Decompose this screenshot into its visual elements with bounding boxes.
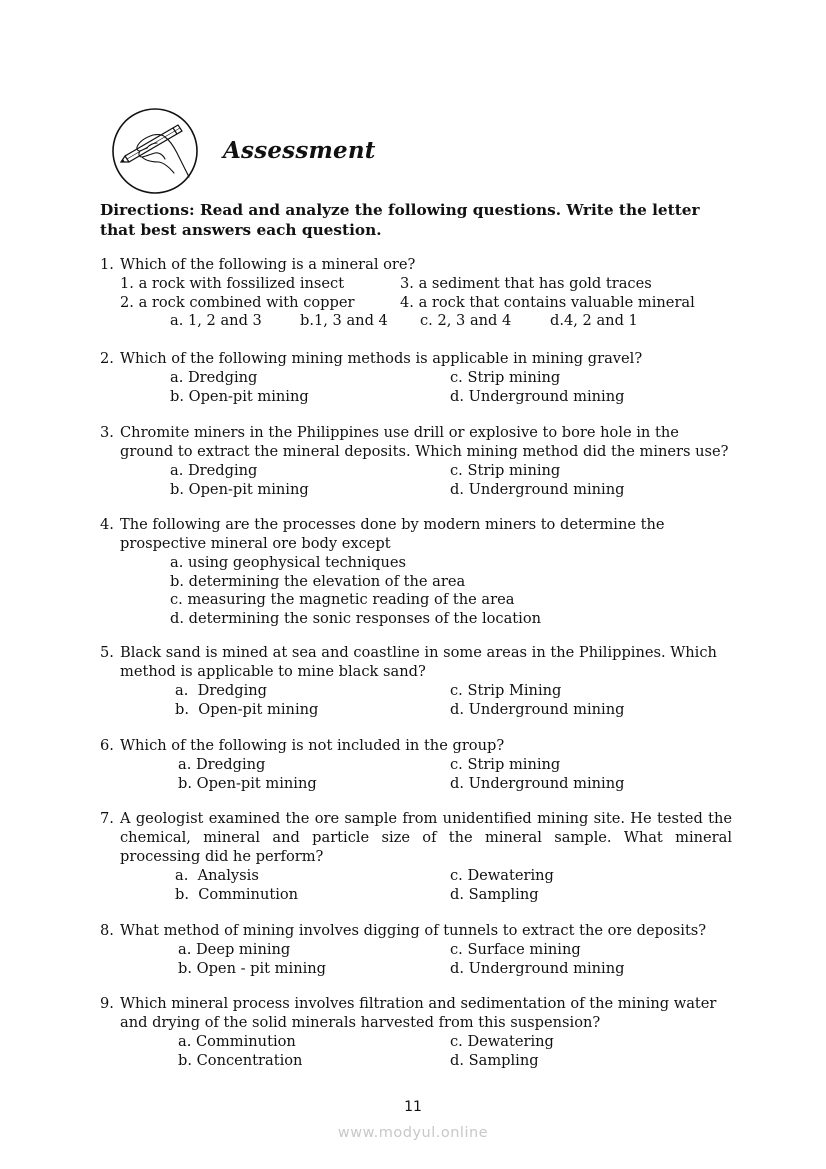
question-number: 6. (100, 737, 114, 754)
statement: 2. a rock combined with copper (120, 293, 355, 311)
choice-c: c. measuring the magnetic reading of the area (170, 591, 515, 608)
question-5 (100, 643, 732, 718)
choice-row (100, 885, 732, 904)
question-stem: Black sand is mined at sea and coastline in some areas in the Philippines. Which method is applicable to mine black sand? (120, 644, 717, 680)
choice-b: b. Open-pit mining (175, 700, 319, 718)
choice-a: a. Dredging (178, 756, 266, 773)
choice-d: d. Sampling (450, 885, 539, 903)
choice-b: b. Open-pit mining (178, 774, 317, 792)
choice-c: c. Dewatering (450, 867, 554, 884)
choice-a: a. using geophysical techniques (170, 554, 407, 571)
choice-c: c. Dewatering (450, 1033, 554, 1050)
choice-d: d. Underground mining (450, 959, 625, 977)
choice-a: a. 1, 2 and 3 (170, 312, 262, 329)
choice-c: c. Strip mining (450, 462, 561, 479)
question-number: 9. (100, 995, 114, 1012)
question-number: 2. (100, 350, 114, 367)
choice-b: b. determining the elevation of the area (170, 572, 466, 590)
choice-b: b. Open-pit mining (170, 480, 309, 498)
choice-d: d. determining the sonic responses of the location (170, 609, 542, 627)
choice-row (100, 700, 732, 719)
choice-b: b. Comminution (175, 885, 299, 903)
question-1 (100, 255, 732, 330)
choice-a: a. Dredging (170, 369, 258, 386)
question-number: 8. (100, 922, 114, 939)
choice-row (100, 572, 732, 591)
choice-row (100, 461, 732, 480)
hand-writing-pencil-icon (111, 107, 199, 195)
choice-row (100, 480, 732, 499)
choice-row (100, 755, 732, 774)
question-number: 3. (100, 424, 114, 441)
choice-row (100, 940, 732, 959)
choice-row (100, 1032, 732, 1051)
question-8 (100, 921, 732, 977)
question-7 (100, 809, 732, 903)
choice-c: c. 2, 3 and 4 (420, 312, 512, 329)
choice-c: c. Strip mining (450, 756, 561, 773)
choice-c: c. Strip Mining (450, 682, 562, 699)
choice-row (100, 1051, 732, 1070)
question-stem: Which of the following is not included in the group? (120, 737, 505, 754)
question-number: 4. (100, 516, 114, 533)
choice-d: d. Underground mining (450, 480, 625, 498)
choice-d: d. Underground mining (450, 387, 625, 405)
choice-d: d.4, 2 and 1 (550, 312, 638, 329)
question-number: 1. (100, 256, 114, 273)
statement: 3. a sediment that has gold traces (400, 275, 652, 292)
choice-row (100, 387, 732, 406)
statement-row (100, 274, 732, 293)
question-stem: Which of the following is a mineral ore? (120, 256, 416, 273)
statement: 4. a rock that contains valuable mineral (400, 293, 695, 311)
page-title: Assessment (223, 137, 376, 164)
choice-a: a. Dredging (170, 462, 258, 479)
choice-a: a. Deep mining (178, 941, 291, 958)
choice-row (100, 959, 732, 978)
choice-b: b. Concentration (178, 1051, 303, 1069)
assessment-header (111, 107, 411, 197)
page-number: 11 (404, 1099, 422, 1115)
choice-row (100, 609, 732, 628)
question-stem: A geologist examined the ore sample from unidentified mining site. He tested the chemical, mineral and particle size of the mineral sample. What mineral processing did he perform? (120, 810, 732, 865)
choice-a: a. Comminution (178, 1033, 296, 1050)
choice-d: d. Underground mining (450, 774, 625, 792)
choice-row (100, 553, 732, 572)
question-3 (100, 423, 732, 498)
choice-row (100, 774, 732, 793)
question-9 (100, 994, 732, 1069)
question-stem: The following are the processes done by modern miners to determine the prospective mineral ore body except (120, 516, 665, 552)
statement-row (100, 293, 732, 312)
question-4 (100, 515, 732, 627)
question-number: 7. (100, 810, 114, 827)
choice-row (100, 590, 732, 609)
choice-c: c. Strip mining (450, 369, 561, 386)
choice-a: a. Dredging (175, 682, 268, 699)
choice-b: b.1, 3 and 4 (300, 312, 388, 329)
question-stem: What method of mining involves digging of tunnels to extract the ore deposits? (120, 922, 707, 939)
choice-b: b. Open-pit mining (170, 387, 309, 405)
choice-row (100, 311, 732, 330)
question-stem: Chromite miners in the Philippines use drill or explosive to bore hole in the ground to extract the mineral deposits. Which mining method did the miners use? (120, 424, 729, 460)
question-stem: Which mineral process involves filtration and sedimentation of the mining water and drying of the solid minerals harvested from this suspension? (120, 995, 717, 1031)
choice-row (100, 866, 732, 885)
question-6 (100, 736, 732, 792)
watermark-text: www.modyul.online (337, 1125, 489, 1141)
question-2 (100, 349, 732, 405)
choice-row (100, 681, 732, 700)
choice-row (100, 368, 732, 387)
choice-b: b. Open - pit mining (178, 959, 326, 977)
question-number: 5. (100, 644, 114, 661)
choice-a: a. Analysis (175, 867, 259, 884)
directions-text: Directions: Read and analyze the following questions. Write the letter that best answers each question. (100, 201, 700, 239)
choice-c: c. Surface mining (450, 941, 581, 958)
choice-d: d. Underground mining (450, 700, 625, 718)
question-stem: Which of the following mining methods is applicable in mining gravel? (120, 350, 643, 367)
choice-d: d. Sampling (450, 1051, 539, 1069)
statement: 1. a rock with fossilized insect (120, 275, 345, 292)
